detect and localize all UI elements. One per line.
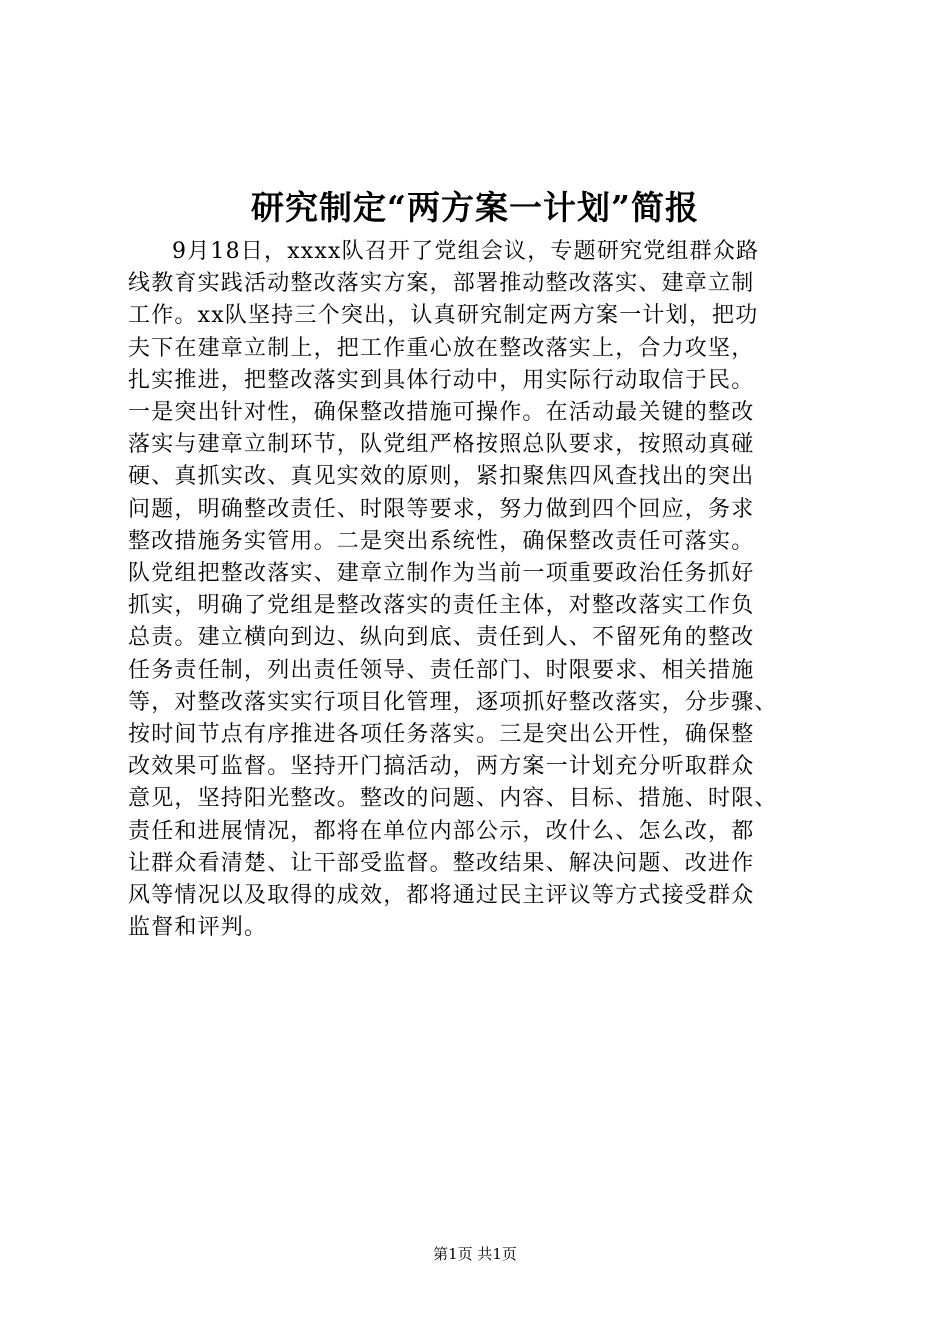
body-line: 改效果可监督。坚持开门搞活动，两方案一计划充分听取群众 — [128, 754, 755, 780]
body-line: 意见，坚持阳光整改。整改的问题、内容、目标、措施、时限、 — [128, 786, 778, 812]
body-line: 抓实，明确了党组是整改落实的责任主体，对整改落实工作负 — [128, 593, 755, 619]
body-line: 队党组把整改落实、建章立制作为当前一项重要政治任务抓好 — [128, 561, 755, 587]
body-line: 扎实推进，把整改落实到具体行动中，用实际行动取信于民。 — [128, 367, 755, 393]
document-body — [128, 236, 828, 944]
body-line: 落实与建章立制环节，队党组严格按照总队要求，按照动真碰 — [128, 432, 755, 458]
body-line: 责任和进展情况，都将在单位内部公示，改什么、怎么改，都 — [128, 818, 755, 844]
body-line: 让群众看清楚、让干部受监督。整改结果、解决问题、改进作 — [128, 850, 755, 876]
body-line: 总责。建立横向到边、纵向到底、责任到人、不留死角的整改 — [128, 625, 755, 651]
body-line: 工作。xx队坚持三个突出，认真研究制定两方案一计划，把功 — [128, 303, 759, 329]
body-line: 硬、真抓实改、真见实效的原则，紧扣聚焦四风查找出的突出 — [128, 464, 755, 490]
body-line: 风等情况以及取得的成效，都将通过民主评议等方式接受群众 — [128, 883, 755, 909]
body-line: 夫下在建章立制上，把工作重心放在整改落实上，合力攻坚， — [128, 335, 755, 361]
body-line: 等，对整改落实实行项目化管理，逐项抓好整改落实，分步骤、 — [128, 689, 778, 715]
body-line: 线教育实践活动整改落实方案，部署推动整改落实、建章立制 — [128, 271, 755, 297]
document-title: 研究制定“两方案一计划”简报 — [251, 188, 699, 227]
body-line: 问题，明确整改责任、时限等要求，努力做到四个回应，务求 — [128, 496, 755, 522]
body-line: 任务责任制，列出责任领导、责任部门、时限要求、相关措施 — [128, 657, 755, 683]
body-line: 监督和评判。 — [128, 915, 268, 941]
page-footer: 第1页 共1页 — [433, 1245, 517, 1263]
body-line: 一是突出针对性，确保整改措施可操作。在活动最关键的整改 — [128, 400, 755, 426]
body-line: 整改措施务实管用。二是突出系统性，确保整改责任可落实。 — [128, 528, 755, 554]
body-line: 按时间节点有序推进各项任务落实。三是突出公开性，确保整 — [128, 722, 755, 748]
body-line: 9月18日，xxxx队召开了党组会议，专题研究党组群众路 — [172, 239, 760, 264]
